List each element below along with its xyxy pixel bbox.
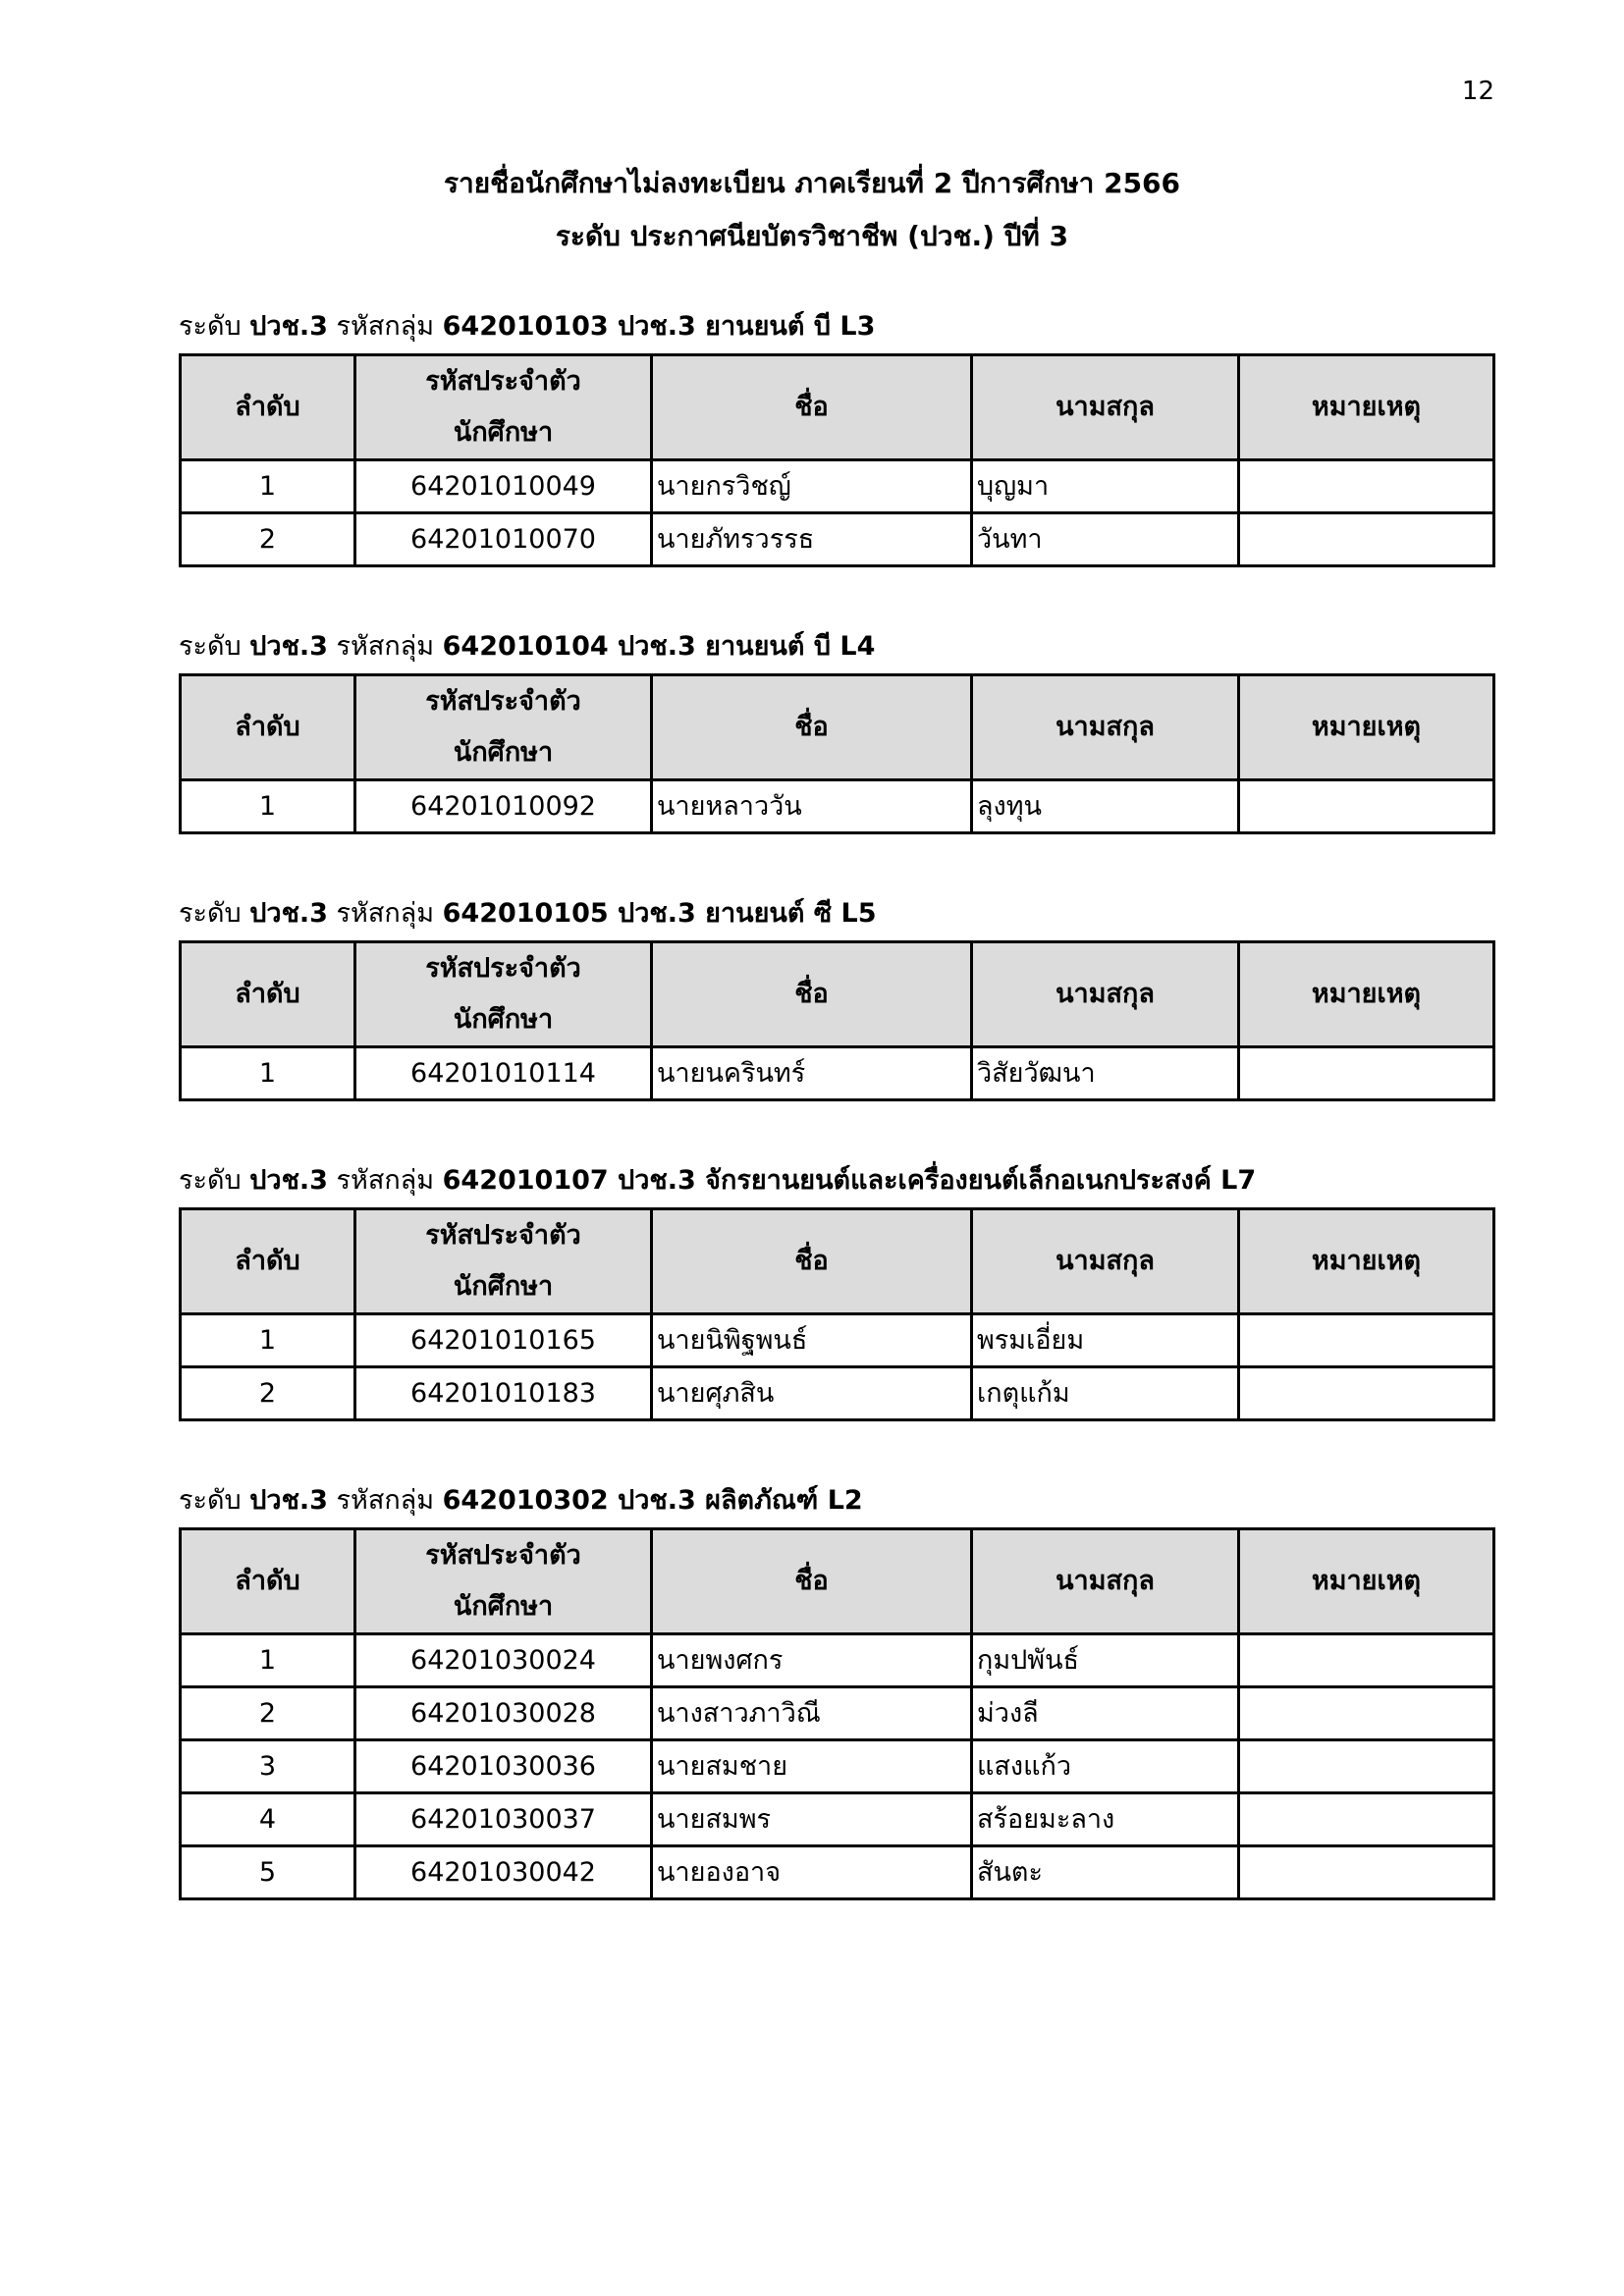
caption-group-label: รหัสกลุ่ม — [336, 631, 435, 662]
caption-group-name: 642010103 ปวช.3 ยานยนต์ บี L3 — [442, 311, 876, 342]
cell-first-name: นายองอาจ — [652, 1846, 972, 1899]
caption-level: ปวช.3 — [249, 1485, 328, 1516]
header-seq: ลำดับ — [181, 355, 355, 460]
header-student-id — [355, 1209, 652, 1314]
table-row — [181, 1793, 1494, 1846]
header-last-name: นามสกุล — [972, 1209, 1239, 1314]
header-student-id — [355, 1529, 652, 1634]
cell-student-id: 64201030028 — [355, 1687, 652, 1740]
header-remark: หมายเหตุ — [1239, 942, 1494, 1047]
group-caption — [179, 891, 1492, 940]
table-row — [181, 1740, 1494, 1793]
title-line-1: รายชื่อนักศึกษาไม่ลงทะเบียน ภาคเรียนที่ 2 ปีการศึกษา 2566 — [443, 167, 1181, 199]
table-row — [181, 1367, 1494, 1420]
cell-student-id: 64201010092 — [355, 780, 652, 833]
header-student-id-line-1: รหัสประจำตัว — [425, 1220, 581, 1251]
cell-first-name: นายศุภสิน — [652, 1367, 972, 1420]
cell-seq: 1 — [181, 1047, 355, 1100]
table-header-row — [181, 675, 1494, 780]
cell-first-name: นายนิพิฐพนธ์ — [652, 1314, 972, 1367]
cell-remark — [1239, 1047, 1494, 1100]
cell-remark — [1239, 1846, 1494, 1899]
table-row — [181, 1047, 1494, 1100]
cell-student-id: 64201030042 — [355, 1846, 652, 1899]
table-row — [181, 460, 1494, 513]
student-table — [179, 353, 1495, 567]
cell-remark — [1239, 1367, 1494, 1420]
cell-remark — [1239, 1793, 1494, 1846]
cell-last-name: กุมปพันธ์ — [972, 1634, 1239, 1687]
caption-group-label: รหัสกลุ่ม — [336, 1485, 435, 1516]
header-seq: ลำดับ — [181, 942, 355, 1047]
caption-level: ปวช.3 — [249, 311, 328, 342]
table-header-row — [181, 942, 1494, 1047]
title-line-2: ระดับ ประกาศนียบัตรวิชาชีพ (ปวช.) ปีที่ 3 — [555, 220, 1069, 252]
header-first-name: ชื่อ — [652, 1209, 972, 1314]
cell-student-id: 64201010165 — [355, 1314, 652, 1367]
caption-prefix: ระดับ — [179, 311, 242, 342]
header-last-name: นามสกุล — [972, 675, 1239, 780]
header-student-id — [355, 355, 652, 460]
cell-first-name: นายนครินทร์ — [652, 1047, 972, 1100]
header-student-id-line-2: นักศึกษา — [453, 417, 554, 448]
header-student-id — [355, 675, 652, 780]
cell-last-name: วันทา — [972, 513, 1239, 566]
cell-seq: 2 — [181, 1367, 355, 1420]
table-row — [181, 1687, 1494, 1740]
document-title — [0, 157, 1624, 263]
header-student-id-line-2: นักศึกษา — [453, 1591, 554, 1622]
table-row — [181, 1634, 1494, 1687]
cell-student-id: 64201010183 — [355, 1367, 652, 1420]
table-row — [181, 1314, 1494, 1367]
header-first-name: ชื่อ — [652, 675, 972, 780]
header-student-id-line-2: นักศึกษา — [453, 1271, 554, 1302]
cell-last-name: แสงแก้ว — [972, 1740, 1239, 1793]
cell-student-id: 64201030037 — [355, 1793, 652, 1846]
cell-last-name: วิสัยวัฒนา — [972, 1047, 1239, 1100]
cell-remark — [1239, 1740, 1494, 1793]
student-group-section — [179, 624, 1492, 834]
header-last-name: นามสกุล — [972, 942, 1239, 1047]
student-table — [179, 673, 1495, 834]
cell-seq: 1 — [181, 780, 355, 833]
cell-seq: 2 — [181, 513, 355, 566]
header-first-name: ชื่อ — [652, 355, 972, 460]
header-last-name: นามสกุล — [972, 355, 1239, 460]
caption-group-name: 642010104 ปวช.3 ยานยนต์ บี L4 — [442, 631, 876, 662]
caption-group-name: 642010107 ปวช.3 จักรยานยนต์และเครื่องยนต์เล็กอเนกประสงค์ L7 — [442, 1165, 1257, 1196]
header-seq: ลำดับ — [181, 1529, 355, 1634]
cell-first-name: นายหลาววัน — [652, 780, 972, 833]
group-list — [179, 304, 1492, 1957]
cell-student-id: 64201010070 — [355, 513, 652, 566]
student-table — [179, 1207, 1495, 1421]
caption-group-label: รหัสกลุ่ม — [336, 1165, 435, 1196]
caption-group-label: รหัสกลุ่ม — [336, 311, 435, 342]
caption-prefix: ระดับ — [179, 898, 242, 929]
caption-level: ปวช.3 — [249, 631, 328, 662]
cell-first-name: นายสมพร — [652, 1793, 972, 1846]
group-caption — [179, 1478, 1492, 1527]
header-remark: หมายเหตุ — [1239, 1209, 1494, 1314]
page-number: 12 — [1461, 77, 1494, 106]
caption-group-name: 642010105 ปวช.3 ยานยนต์ ซี L5 — [442, 898, 877, 929]
cell-seq: 2 — [181, 1687, 355, 1740]
header-seq: ลำดับ — [181, 1209, 355, 1314]
cell-student-id: 64201030024 — [355, 1634, 652, 1687]
student-table — [179, 1527, 1495, 1900]
header-student-id-line-1: รหัสประจำตัว — [425, 686, 581, 717]
header-seq: ลำดับ — [181, 675, 355, 780]
header-remark: หมายเหตุ — [1239, 355, 1494, 460]
student-group-section — [179, 1158, 1492, 1421]
header-student-id-line-1: รหัสประจำตัว — [425, 366, 581, 397]
caption-group-name: 642010302 ปวช.3 ผลิตภัณฑ์ L2 — [442, 1485, 863, 1516]
cell-remark — [1239, 513, 1494, 566]
caption-level: ปวช.3 — [249, 1165, 328, 1196]
cell-first-name: นายกรวิชญ์ — [652, 460, 972, 513]
group-caption — [179, 624, 1492, 673]
cell-seq: 1 — [181, 1314, 355, 1367]
cell-remark — [1239, 1314, 1494, 1367]
caption-prefix: ระดับ — [179, 1165, 242, 1196]
header-student-id — [355, 942, 652, 1047]
cell-seq: 4 — [181, 1793, 355, 1846]
header-first-name: ชื่อ — [652, 1529, 972, 1634]
cell-remark — [1239, 780, 1494, 833]
table-header-row — [181, 1529, 1494, 1634]
cell-last-name: สันตะ — [972, 1846, 1239, 1899]
caption-group-label: รหัสกลุ่ม — [336, 898, 435, 929]
cell-student-id: 64201010049 — [355, 460, 652, 513]
header-first-name: ชื่อ — [652, 942, 972, 1047]
cell-last-name: พรมเอี่ยม — [972, 1314, 1239, 1367]
cell-seq: 1 — [181, 1634, 355, 1687]
header-student-id-line-2: นักศึกษา — [453, 737, 554, 768]
cell-last-name: ม่วงลี — [972, 1687, 1239, 1740]
cell-last-name: เกตุแก้ม — [972, 1367, 1239, 1420]
cell-student-id: 64201030036 — [355, 1740, 652, 1793]
student-group-section — [179, 1478, 1492, 1900]
header-remark: หมายเหตุ — [1239, 675, 1494, 780]
header-student-id-line-1: รหัสประจำตัว — [425, 1540, 581, 1571]
header-remark: หมายเหตุ — [1239, 1529, 1494, 1634]
group-caption — [179, 304, 1492, 353]
group-caption — [179, 1158, 1492, 1207]
cell-remark — [1239, 1687, 1494, 1740]
table-row — [181, 513, 1494, 566]
cell-seq: 3 — [181, 1740, 355, 1793]
cell-last-name: บุญมา — [972, 460, 1239, 513]
header-student-id-line-1: รหัสประจำตัว — [425, 953, 581, 984]
header-student-id-line-2: นักศึกษา — [453, 1004, 554, 1035]
cell-first-name: นางสาวภาวิณี — [652, 1687, 972, 1740]
cell-last-name: สร้อยมะลาง — [972, 1793, 1239, 1846]
table-row — [181, 1846, 1494, 1899]
cell-seq: 1 — [181, 460, 355, 513]
student-group-section — [179, 891, 1492, 1101]
table-row — [181, 780, 1494, 833]
caption-prefix: ระดับ — [179, 631, 242, 662]
cell-first-name: นายภัทรวรรธ — [652, 513, 972, 566]
table-header-row — [181, 1209, 1494, 1314]
cell-student-id: 64201010114 — [355, 1047, 652, 1100]
cell-remark — [1239, 1634, 1494, 1687]
cell-seq: 5 — [181, 1846, 355, 1899]
cell-first-name: นายพงศกร — [652, 1634, 972, 1687]
cell-last-name: ลุงทุน — [972, 780, 1239, 833]
student-table — [179, 940, 1495, 1101]
cell-first-name: นายสมชาย — [652, 1740, 972, 1793]
caption-prefix: ระดับ — [179, 1485, 242, 1516]
student-group-section — [179, 304, 1492, 567]
header-last-name: นามสกุล — [972, 1529, 1239, 1634]
table-header-row — [181, 355, 1494, 460]
caption-level: ปวช.3 — [249, 898, 328, 929]
cell-remark — [1239, 460, 1494, 513]
